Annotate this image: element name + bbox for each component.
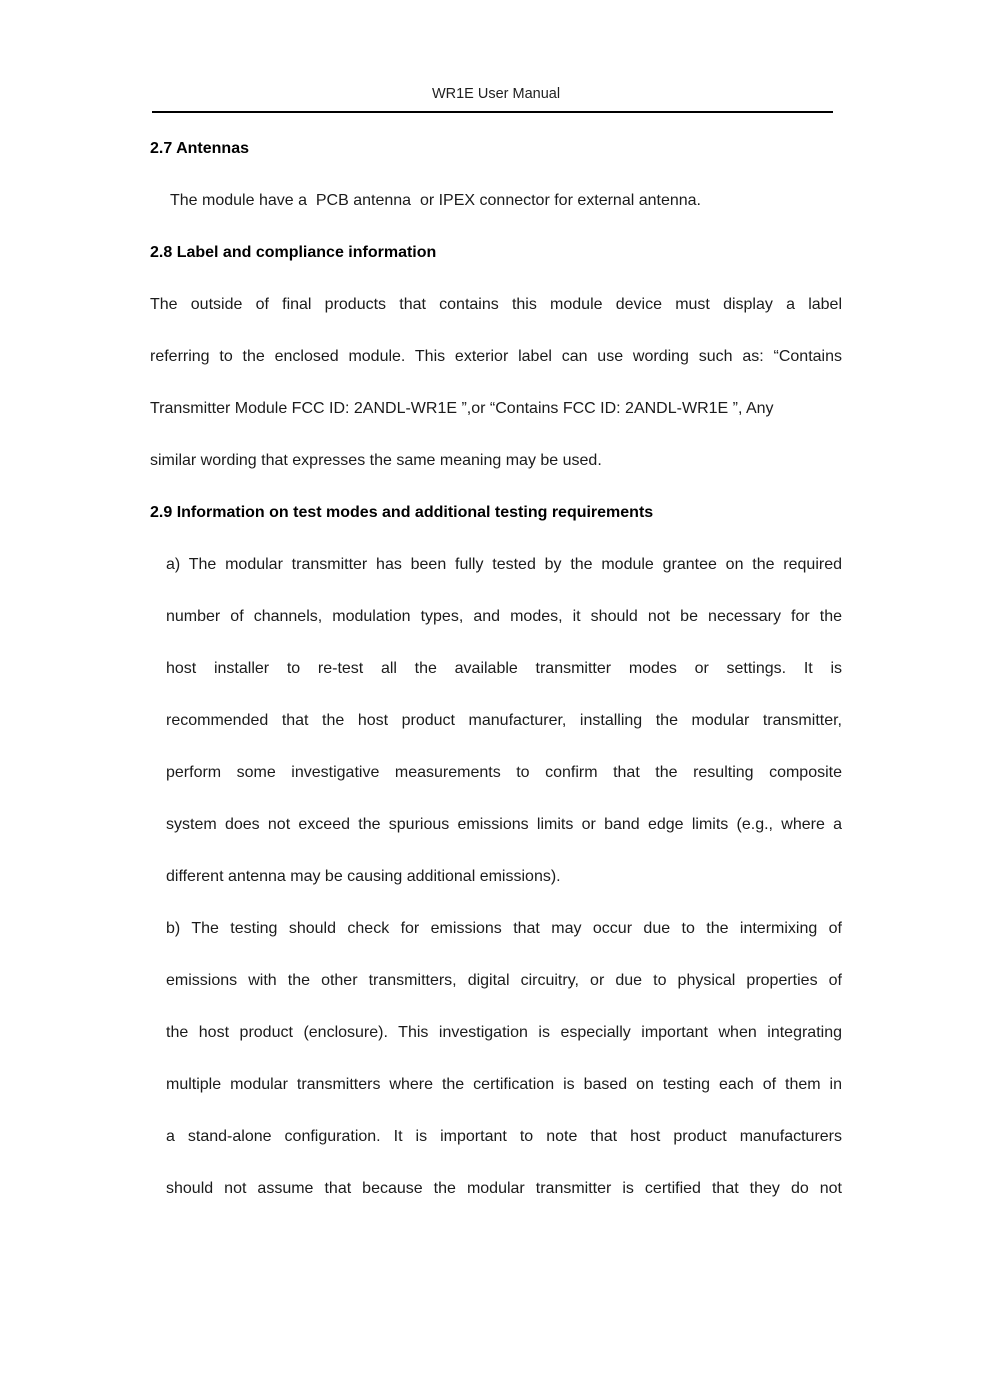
text-line: referring to the enclosed module. This exterior label can use wording such as: “Contains (150, 348, 842, 365)
text-line: multiple modular transmitters where the certification is based on testing each of them in (166, 1076, 842, 1093)
text-line: perform some investigative measurements to confirm that the resulting composite (166, 764, 842, 781)
text-line: The outside of final products that contains this module device must display a label (150, 296, 842, 313)
text-line: the host product (enclosure). This investigation is especially important when integrating (166, 1024, 842, 1041)
text-line: recommended that the host product manufacturer, installing the modular transmitter, (166, 712, 842, 729)
section-heading-2-9: 2.9 Information on test modes and additional testing requirements (150, 504, 654, 521)
text-line: Transmitter Module FCC ID: 2ANDL-WR1E ”,or “Contains FCC ID: 2ANDL-WR1E ”, Any (150, 400, 774, 417)
header-divider-line (152, 111, 833, 113)
text-line: host installer to re-test all the available transmitter modes or settings. It is (166, 660, 842, 677)
text-line: a stand-alone configuration. It is important to note that host product manufacturers (166, 1128, 842, 1145)
text-line: should not assume that because the modular transmitter is certified that they do not (166, 1180, 842, 1197)
section-heading-2-7: 2.7 Antennas (150, 140, 249, 157)
text-line: a) The modular transmitter has been fully tested by the module grantee on the required (166, 556, 842, 573)
text-line: b) The testing should check for emissions that may occur due to the intermixing of (166, 920, 842, 937)
text-line: number of channels, modulation types, and modes, it should not be necessary for the (166, 608, 842, 625)
text-line: different antenna may be causing additional emissions). (166, 868, 561, 885)
text-line: emissions with the other transmitters, digital circuitry, or due to physical properties of (166, 972, 842, 989)
text-line: system does not exceed the spurious emissions limits or band edge limits (e.g., where a (166, 816, 842, 833)
page-header-title: WR1E User Manual (431, 86, 561, 102)
section-heading-2-8: 2.8 Label and compliance information (150, 244, 437, 261)
document-content (150, 123, 842, 1215)
text-line: similar wording that expresses the same meaning may be used. (150, 452, 602, 469)
text-line: The module have a PCB antenna or IPEX connector for external antenna. (170, 192, 701, 209)
